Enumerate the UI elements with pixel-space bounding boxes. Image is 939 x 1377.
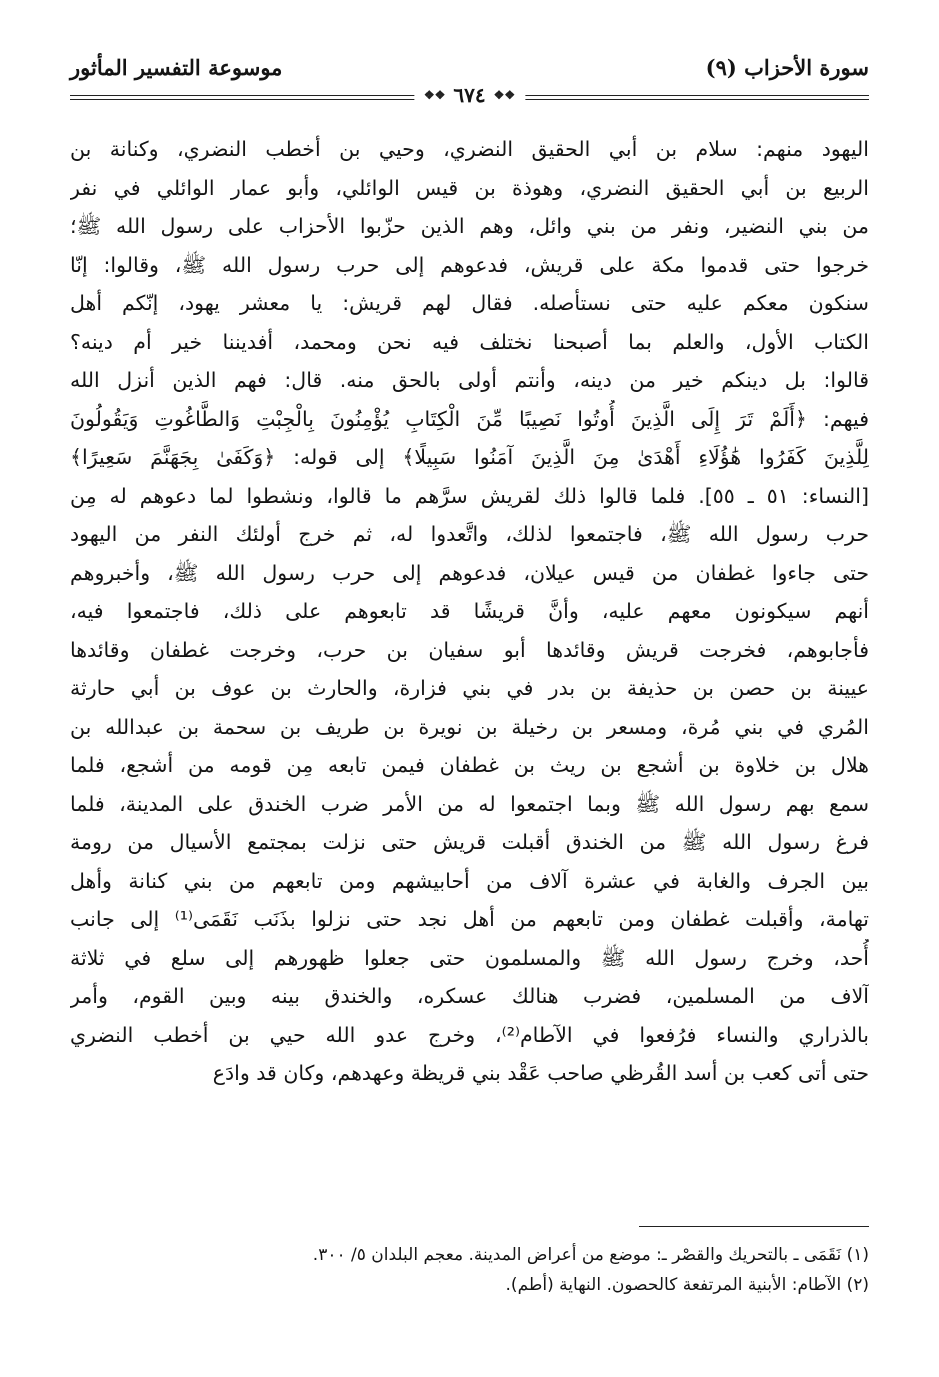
footnote-item: (٢) الآطام: الأبنية المرتفعة كالحصون. النهاية (أطم). (505, 1275, 869, 1295)
text-line: حرب رسول الله ﷺ، فاجتمعوا لذلك، واتَّعدوا له، ثم خرج أولئك النفر من اليهود (70, 522, 869, 546)
text-line: سمع بهم رسول الله ﷺ وبما اجتمعوا له من الأمر ضرب الخندق على المدينة، فلما (70, 791, 869, 816)
text-line: حتى أتى كعب بن أسد القُرظي صاحب عَقْد بني قريظة وعهدهم، وكان قد وادَع (212, 1061, 869, 1085)
ornament-icon: ❖❖ (423, 88, 446, 102)
text-line: سنكون معكم عليه حتى نستأصله. فقال لهم قريش: يا معشر يهود، إنّكم أهل (70, 291, 869, 315)
text-line: بين الجرف والغابة في عشرة آلاف من أحابيشهم ومن تابعهم من بني كنانة وأهل (70, 868, 869, 893)
text-line: هلال بن خلاوة بن أشجع بن ريث بن غطفان فيمن تابعه مِن قومه من أشجع، فلما (70, 753, 869, 777)
text-line: قالوا: بل دينكم خير من دينه، وأنتم أولى بالحق منه. قال: فهم الذين أنزل الله (70, 368, 869, 392)
text-line: فأجابوهم، فخرجت قريش وقائدها أبو سفيان بن حرب، وخرجت غطفان وقائدها (70, 637, 869, 662)
text-line: فرغ رسول الله ﷺ من الخندق أقبلت قريش حتى نزلت بمجتمع الأسيال من رومة (70, 830, 869, 854)
footnote-item: (١) نَقَمَى ـ بالتحريك والقصْر ـ: موضع من أعراض المدينة. معجم البلدان ٥/ ٣٠٠. (312, 1245, 869, 1265)
page-header (70, 55, 869, 107)
body-text (70, 130, 869, 1093)
text-line: من بني النضير، ونفر من بني وائل، وهم الذين حزّبوا الأحزاب على رسول الله ﷺ؛ (70, 214, 869, 238)
book-title: موسوعة التفسير المأثور (70, 55, 283, 80)
text-line: أُحد، وخرج رسول الله ﷺ والمسلمون حتى جعلوا ظهورهم إلى سلع في ثلاثة (70, 945, 869, 970)
text-line: أنهم سيكونون معهم عليه، وأنَّ قريشًا قد تابعوهم على ذلك، فاجتمعوا فيه، (70, 599, 869, 623)
footnotes (70, 1240, 869, 1300)
page-number: ٦٧٤ (453, 83, 486, 107)
text-line: الكتاب الأول، والعلم بما أصبحنا نختلف فيه نحن ومحمد، أفديننا خير أم دينه؟ (70, 329, 869, 354)
text-line: خرجوا حتى قدموا مكة على قريش، فدعوهم إلى حرب رسول الله ﷺ، وقالوا: إنّا (70, 252, 869, 277)
text-line: اليهود منهم: سلام بن أبي الحقيق النضري، وحيي بن أخطب النضري، وكنانة بن (70, 137, 869, 161)
text-line: [النساء: ٥١ ـ ٥٥]. فلما قالوا ذلك لقريش سرَّهم ما قالوا، ونشطوا لما دعوهم له مِن (70, 483, 869, 508)
text-line: بالذراري والنساء فرُفعوا في الآطام⁽²⁾، وخرج عدو الله حيي بن أخطب النضري (70, 1022, 869, 1047)
ornament-icon: ❖❖ (493, 88, 516, 102)
surah-title: سورة الأحزاب (٩) (705, 55, 869, 80)
text-line: فيهم: ﴿أَلَمْ تَرَ إِلَى الَّذِينَ أُوتُوا نَصِيبًا مِّنَ الْكِتَابِ يُؤْمِنُونَ بِالْجِبْتِ وَالطَّاغُوتِ وَيَقُولُونَ (70, 406, 869, 431)
text-line: تهامة، وأقبلت غطفان ومن تابعهم من أهل نجد حتى نزلوا بذَنَب نَقَمَى⁽¹⁾ إلى جانب (70, 907, 869, 931)
text-line: آلاف من المسلمين، فضرب هنالك عسكره، والخندق بينه وبين القوم، وأمر (70, 984, 869, 1008)
text-line: الربيع بن أبي الحقيق النضري، وهوذة بن قيس الوائلي، وأبو عمار الوائلي في نفر (70, 175, 869, 200)
text-line: عيينة بن حصن بن حذيفة بن بدر في بني فزارة، والحارث بن عوف بن أبي حارثة (70, 676, 869, 700)
footnote-separator (639, 1226, 869, 1227)
text-line: المُري في بني مُرة، ومسعر بن رخيلة بن نويرة بن طريف بن سحمة بن عبدالله بن (70, 714, 869, 739)
page-number-block (414, 83, 525, 107)
text-line: لِلَّذِينَ كَفَرُوا هَٰؤُلَاءِ أَهْدَىٰ مِنَ الَّذِينَ آمَنُوا سَبِيلًا﴾ إلى قوله: ﴿وَكَفَىٰ بِجَهَنَّمَ سَعِيرًا﴾ (70, 445, 869, 469)
text-line: حتى جاءوا غطفان من قيس عيلان، فدعوهم إلى حرب رسول الله ﷺ، وأخبروهم (70, 560, 869, 585)
